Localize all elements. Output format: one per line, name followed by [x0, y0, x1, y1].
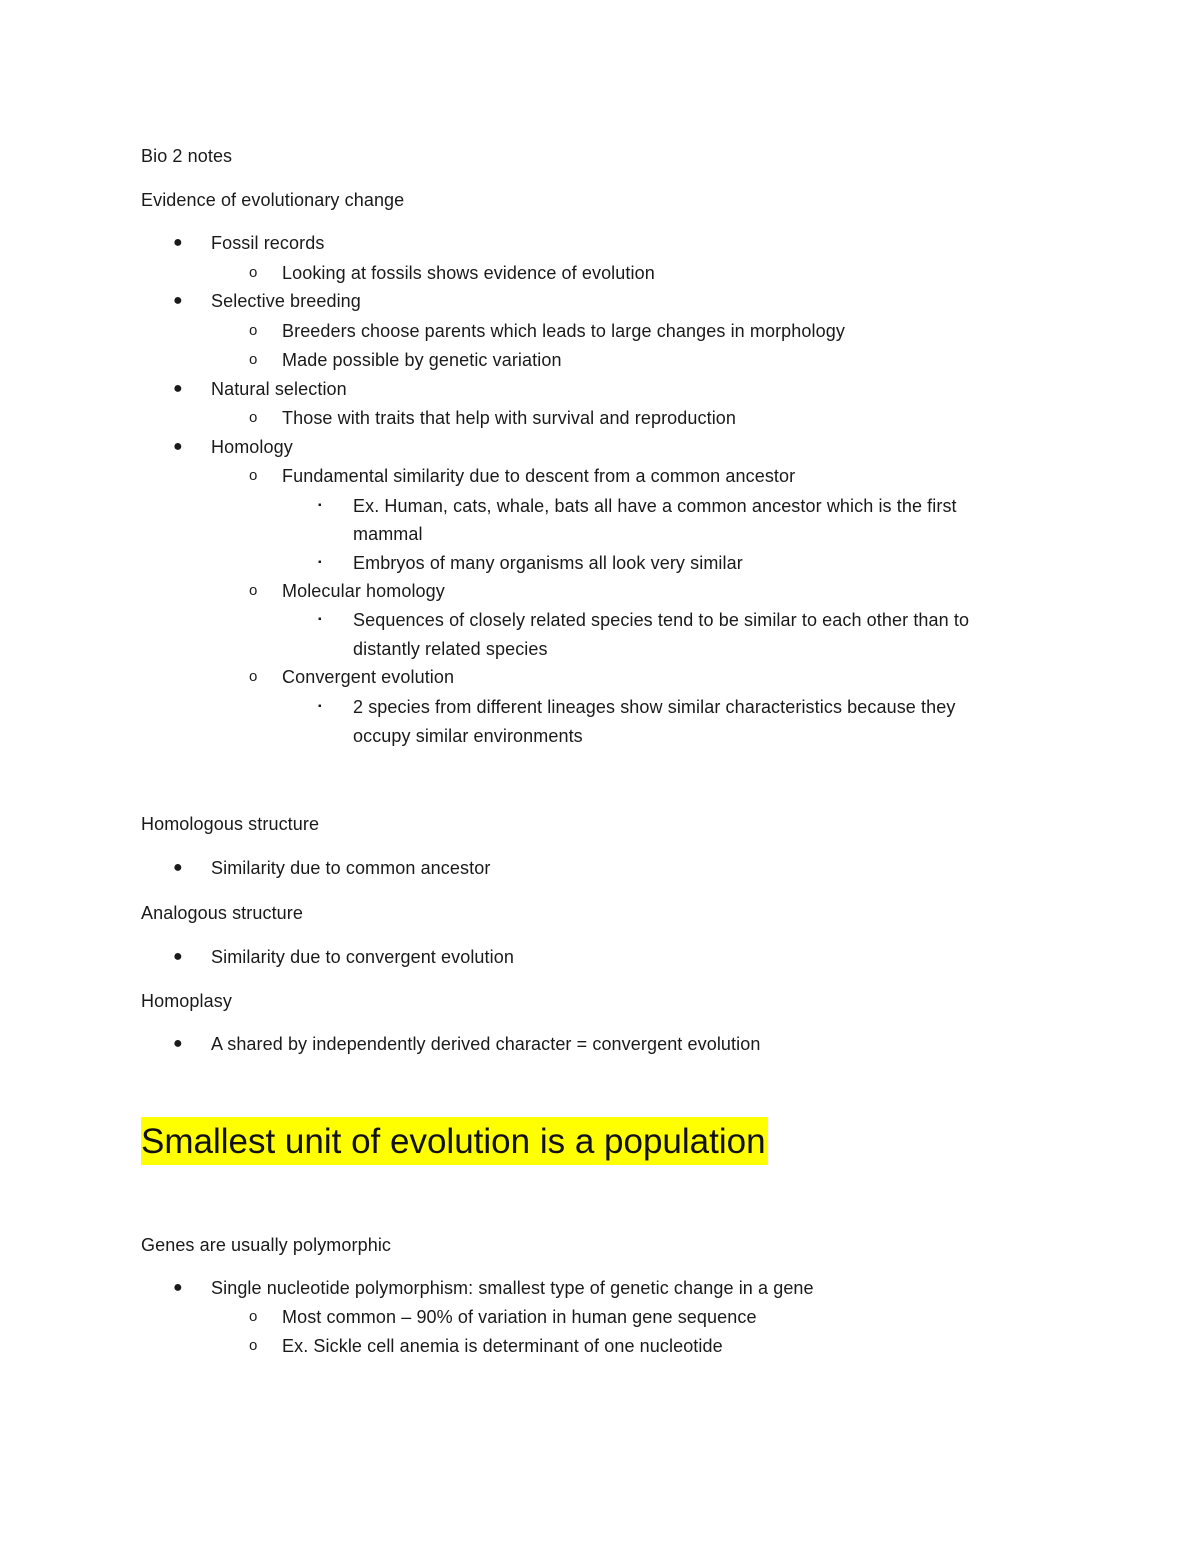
sub-bullet-marker: o [249, 1308, 258, 1325]
sub-sub-bullet-marker: ▪ [318, 701, 322, 712]
list-item: Single nucleotide polymorphism: smallest type of genetic change in a gene [211, 1278, 814, 1298]
list-item: Ex. Human, cats, whale, bats all have a common ancestor which is the first [353, 496, 957, 516]
list-item: Homology [211, 437, 293, 457]
list-item: Breeders choose parents which leads to large changes in morphology [282, 321, 845, 341]
list-item: Selective breeding [211, 291, 361, 311]
highlighted-heading: Smallest unit of evolution is a population [141, 1117, 768, 1165]
list-item: Molecular homology [282, 581, 445, 601]
list-item: Made possible by genetic variation [282, 350, 562, 370]
list-item: Convergent evolution [282, 667, 455, 687]
list-item: Similarity due to convergent evolution [211, 947, 514, 967]
bullet-marker: ● [173, 380, 183, 397]
list-item: Those with traits that help with survival and reproduction [282, 408, 737, 428]
list-item: Natural selection [211, 379, 347, 399]
list-item-continuation: occupy similar environments [353, 726, 583, 746]
sub-bullet-marker: o [249, 1337, 258, 1354]
bullet-marker: ● [173, 948, 183, 965]
list-item: Looking at fossils shows evidence of evolution [282, 263, 655, 283]
document-title: Bio 2 notes [141, 146, 233, 166]
bullet-marker: ● [173, 438, 183, 455]
list-item: 2 species from different lineages show similar characteristics because they [353, 697, 956, 717]
sub-bullet-marker: o [249, 351, 258, 368]
sub-sub-bullet-marker: ▪ [318, 557, 322, 568]
section-heading: Homologous structure [141, 814, 320, 834]
list-item-continuation: distantly related species [353, 639, 548, 659]
bullet-marker: ● [173, 292, 183, 309]
list-item-continuation: mammal [353, 524, 423, 544]
sub-bullet-marker: o [249, 322, 258, 339]
sub-bullet-marker: o [249, 582, 258, 599]
section-heading: Evidence of evolutionary change [141, 190, 405, 210]
sub-bullet-marker: o [249, 409, 258, 426]
sub-sub-bullet-marker: ▪ [318, 614, 322, 625]
list-item: Sequences of closely related species tend to be similar to each other than to [353, 610, 970, 630]
bullet-marker: ● [173, 859, 183, 876]
section-heading: Analogous structure [141, 903, 303, 923]
list-item: A shared by independently derived character = convergent evolution [211, 1034, 761, 1054]
sub-bullet-marker: o [249, 668, 258, 685]
bullet-marker: ● [173, 1035, 183, 1052]
list-item: Ex. Sickle cell anemia is determinant of one nucleotide [282, 1336, 723, 1356]
list-item: Embryos of many organisms all look very similar [353, 553, 743, 573]
bullet-marker: ● [173, 234, 183, 251]
list-item: Fossil records [211, 233, 325, 253]
section-heading: Genes are usually polymorphic [141, 1235, 392, 1255]
bullet-marker: ● [173, 1279, 183, 1296]
section-heading: Homoplasy [141, 991, 232, 1011]
sub-bullet-marker: o [249, 467, 258, 484]
list-item: Similarity due to common ancestor [211, 858, 491, 878]
sub-bullet-marker: o [249, 264, 258, 281]
sub-sub-bullet-marker: ▪ [318, 500, 322, 511]
list-item: Fundamental similarity due to descent from a common ancestor [282, 466, 796, 486]
list-item: Most common – 90% of variation in human gene sequence [282, 1307, 757, 1327]
